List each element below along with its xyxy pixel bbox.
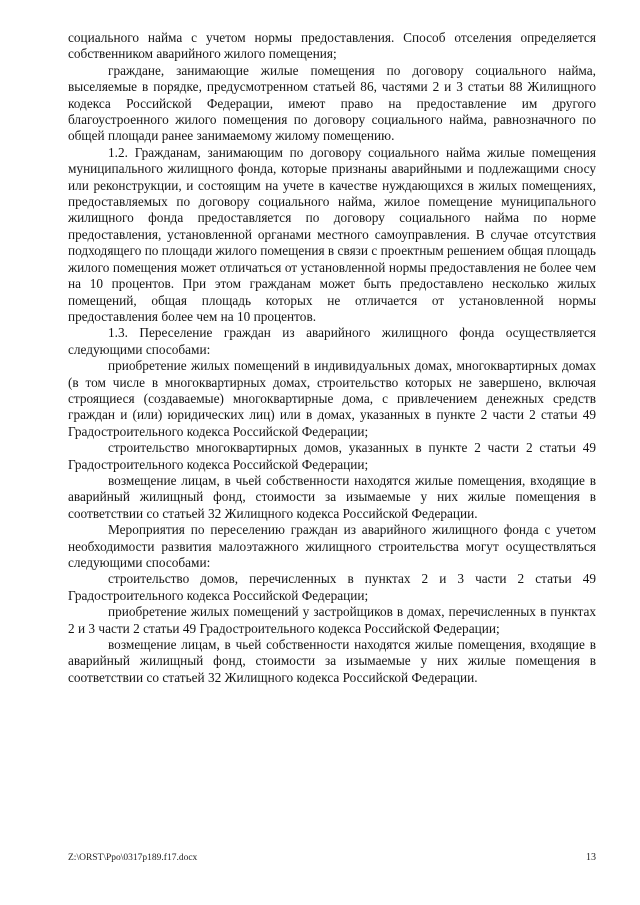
paragraph: строительство домов, перечисленных в пунктах 2 и 3 части 2 статьи 49 Градостроительного кодекса Российской Федерации; [68,571,596,603]
paragraph: 1.2. Гражданам, занимающим по договору социального найма жилые помещения муниципального жилищного фонда, которые признаны аварийными и подлежащими сносу или реконструкции, и состоящим на учете в качестве нуждающихся в жилых помещениях, предоставляемых по договору социального найма, жилое помещение муниципального жилищного фонда предоставляется по договору социального найма по норме предоставления, установленной органами местного самоуправления. В случае отсутствия подходящего по площади жилого помещения в связи с проектным решением общая площадь жилого помещения может отличаться от установленной нормы предоставления не более чем на 10 процентов. При этом гражданам может быть предоставлено несколько жилых помещений, общая площадь которых не отличается от установленной нормы предоставления более чем на 10 процентов. [68,144,596,324]
paragraph: 1.3. Переселение граждан из аварийного жилищного фонда осуществляется следующими способами: [68,325,596,357]
paragraph: социального найма с учетом нормы предоставления. Способ отселения определяется собственником аварийного жилого помещения; [68,30,596,62]
paragraph: строительство многоквартирных домов, указанных в пункте 2 части 2 статьи 49 Градостроительного кодекса Российской Федерации; [68,440,596,472]
paragraph: приобретение жилых помещений в индивидуальных домах, многоквартирных домах (в том числе в многоквартирных домах, строительство которых не завершено, включая строящиеся (создаваемые) многоквартирные дома, с привлечением денежных средств граждан и (или) юридических лиц) или в домах, указанных в пункте 2 части 2 статьи 49 Градостроительного кодекса Российской Федерации; [68,358,596,439]
paragraph: возмещение лицам, в чьей собственности находятся жилые помещения, входящие в аварийный жилищный фонд, стоимости за изымаемые у них жилые помещения в соответствии со статьей 32 Жилищного кодекса Российской Федерации. [68,637,596,685]
paragraph: граждане, занимающие жилые помещения по договору социального найма, выселяемые в порядке, предусмотренном статьей 86, частями 2 и 3 статьи 88 Жилищного кодекса Российской Федерации, имеют право на предоставление им другого благоустроенного жилого помещения по договору социального найма, равнозначного по общей площади ранее занимаемому жилому помещению. [68,62,596,144]
page-number: 13 [586,852,596,863]
footer-file-path: Z:\ORST\Ppo\0317p189.f17.docx [68,853,198,863]
document-body [68,30,596,686]
paragraph: возмещение лицам, в чьей собственности находятся жилые помещения, входящие в аварийный жилищный фонд, стоимости за изымаемые у них жилые помещения в соответствии со статьей 32 Жилищного кодекса Российской Федерации. [68,472,596,521]
paragraph: приобретение жилых помещений у застройщиков в домах, перечисленных в пунктах 2 и 3 части 2 статьи 49 Градостроительного кодекса Российской Федерации; [68,604,596,636]
paragraph: Мероприятия по переселению граждан из аварийного жилищного фонда с учетом необходимости развития малоэтажного жилищного строительства могут осуществляться следующими способами: [68,522,596,570]
